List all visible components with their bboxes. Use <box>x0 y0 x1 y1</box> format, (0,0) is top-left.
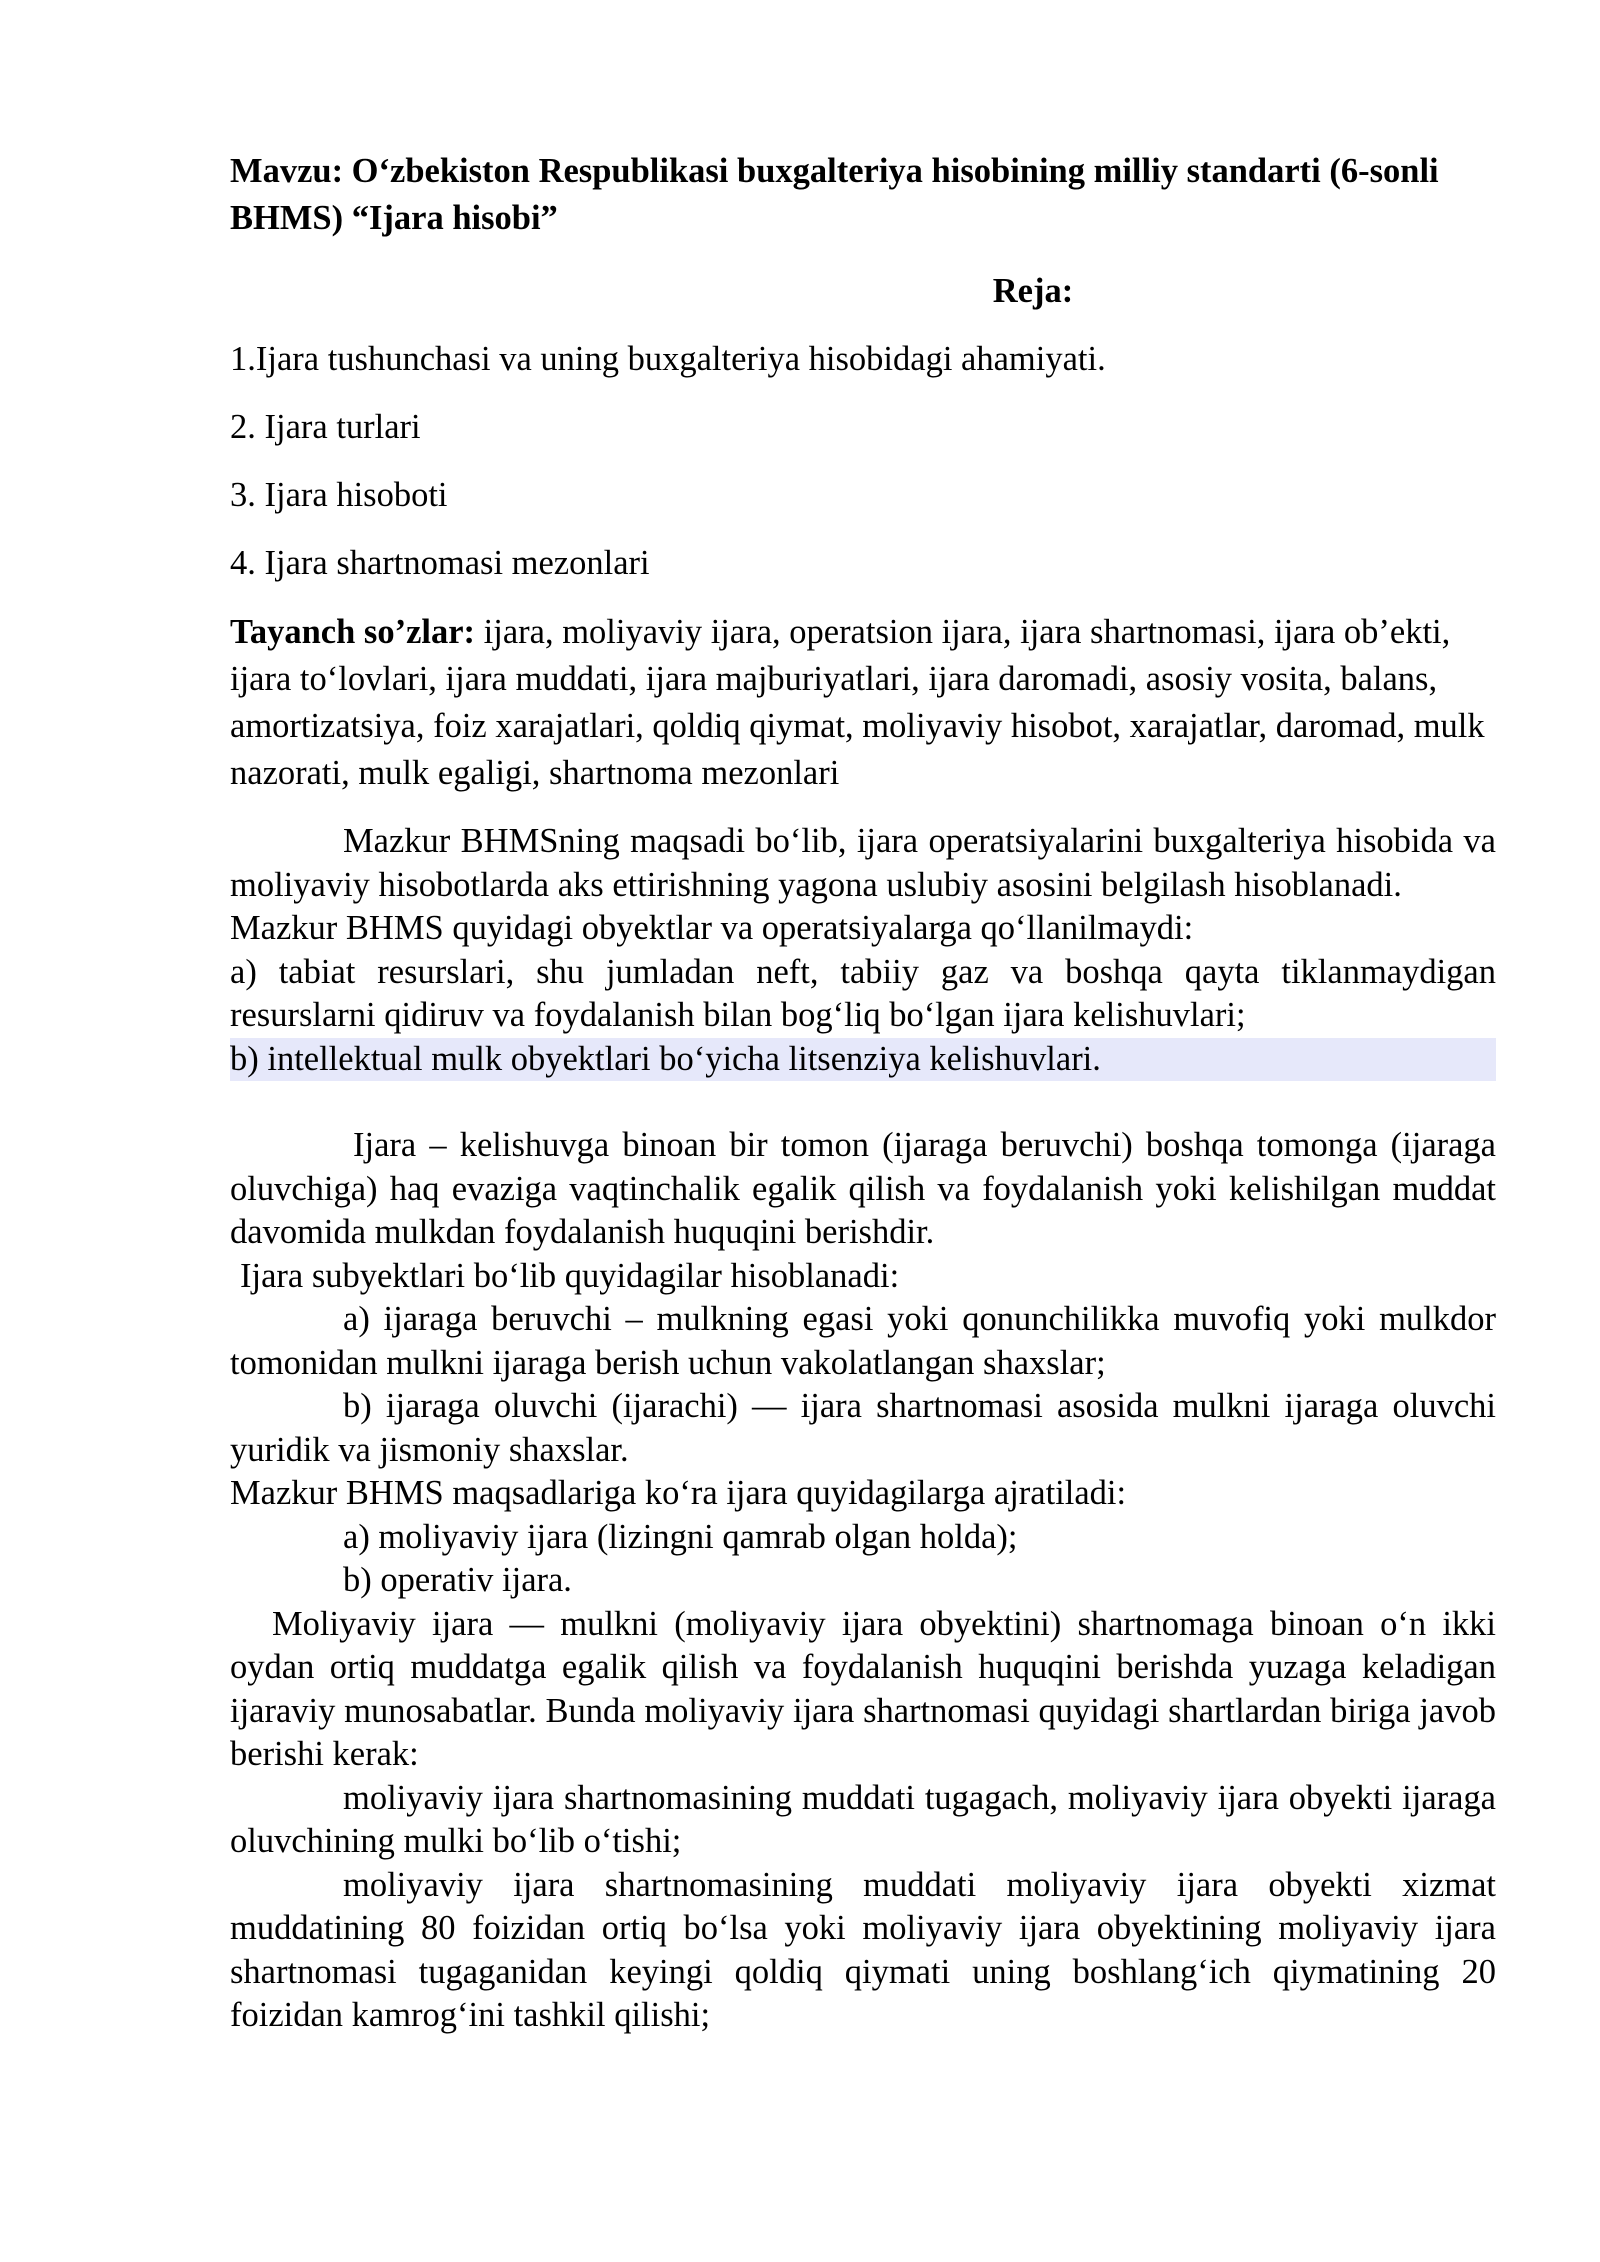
keywords-paragraph <box>230 609 1496 797</box>
plan-item-1: 1.Ijara tushunchasi va uning buxgalteriya hisobidagi ahamiyati. <box>230 340 1106 378</box>
paragraph-exclusion-a: a) tabiat resurslari, shu jumladan neft, tabiiy gaz va boshqa qayta tiklanmaydigan resurslarni qidiruv va foydalanish bilan bog‘liq bo‘lgan ijara kelishuvlari; <box>230 952 1496 1034</box>
paragraph-purpose: Mazkur BHMSning maqsadi bo‘lib, ijara operatsiyalarini buxgalteriya hisobida va moliyaviy hisobotlarda aks ettirishning yagona uslubiy asosini belgilash hisoblanadi. <box>230 822 1496 904</box>
paragraph-finance-lease-definition: Moliyaviy ijara — mulkni (moliyaviy ijara obyektini) shartnomaga binoan o‘n ikki oydan ortiq muddatga egalik qilish va foydalanish huquqini berishda yuzaga keladigan ijaraviy munosabatlar. Bunda moliyaviy ijara shartnomasi quyidagi shartlardan biriga javob berishi kerak: <box>230 1604 1496 1773</box>
paragraph-condition-2: moliyaviy ijara shartnomasining muddati moliyaviy ijara obyekti xizmat muddatining 80 foizidan ortiq bo‘lsa yoki moliyaviy ijara obyektining moliyaviy ijara shartnomasi tugaganidan keyingi qoldiq qiymati uning boshlang‘ich qiymatining 20 foizidan kamrog‘ini tashkil qilishi; <box>230 1865 1496 2034</box>
document-title: Mavzu: O‘zbekiston Respublikasi buxgalteriya hisobining milliy standarti (6-sonli BHMS) “Ijara hisobi” <box>230 152 1439 237</box>
paragraph-finance-lease-item: a) moliyaviy ijara (lizingni qamrab olgan holda); <box>343 1517 1018 1556</box>
blank-line <box>230 1081 1496 1124</box>
keywords-text: ijara, moliyaviy ijara, operatsion ijara, ijara shartnomasi, ijara ob’ekti, ijara to‘lovlari, ijara muddati, ijara majburiyatlari, ijara daromadi, asosiy vosita, balans, amortizatsiya, foiz xarajatlari, qoldiq qiymat, moliyaviy hisobot, xarajatlar, daromad, mulk nazorati, mulk egaligi, shartnoma mezonlari <box>230 613 1485 792</box>
paragraph-exclusion-b: b) intellektual mulk obyektlari bo‘yicha litsenziya kelishuvlari. <box>230 1038 1496 1082</box>
keywords-label: Tayanch so’zlar: <box>230 613 484 651</box>
plan-item-4: 4. Ijara shartnomasi mezonlari <box>230 544 650 582</box>
paragraph-lessee: b) ijaraga oluvchi (ijarachi) — ijara shartnomasi asosida mulkni ijaraga oluvchi yuridik va jismoniy shaxslar. <box>230 1387 1496 1469</box>
paragraph-not-applied: Mazkur BHMS quyidagi obyektlar va operatsiyalarga qo‘llanilmaydi: <box>230 909 1194 947</box>
paragraph-operating-lease-item: b) operativ ijara. <box>343 1561 572 1599</box>
plan-heading: Reja: <box>992 272 1074 310</box>
paragraph-lessor: a) ijaraga beruvchi – mulkning egasi yoki qonunchilikka muvofiq yoki mulkdor tomonidan mulkni ijaraga berish uchun vakolatlangan shaxslar; <box>230 1300 1496 1382</box>
plan-item-2: 2. Ijara turlari <box>230 408 421 446</box>
paragraph-classification: Mazkur BHMS maqsadlariga ko‘ra ijara quyidagilarga ajratiladi: <box>230 1474 1127 1512</box>
paragraph-lease-definition: Ijara – kelishuvga binoan bir tomon (ijaraga beruvchi) boshqa tomonga (ijaraga oluvchiga) haq evaziga vaqtinchalik egalik qilish va foydalanish yoki kelishilgan muddat davomida mulkdan foydalanish huquqini berishdir. <box>230 1126 1496 1251</box>
paragraph-subjects: Ijara subyektlari bo‘lib quyidagilar hisoblanadi: <box>240 1256 900 1295</box>
plan-item-3: 3. Ijara hisoboti <box>230 476 448 514</box>
document-body <box>230 820 1496 2038</box>
paragraph-condition-1: moliyaviy ijara shartnomasining muddati tugagach, moliyaviy ijara obyekti ijaraga oluvchining mulki bo‘lib o‘tishi; <box>230 1778 1496 1860</box>
